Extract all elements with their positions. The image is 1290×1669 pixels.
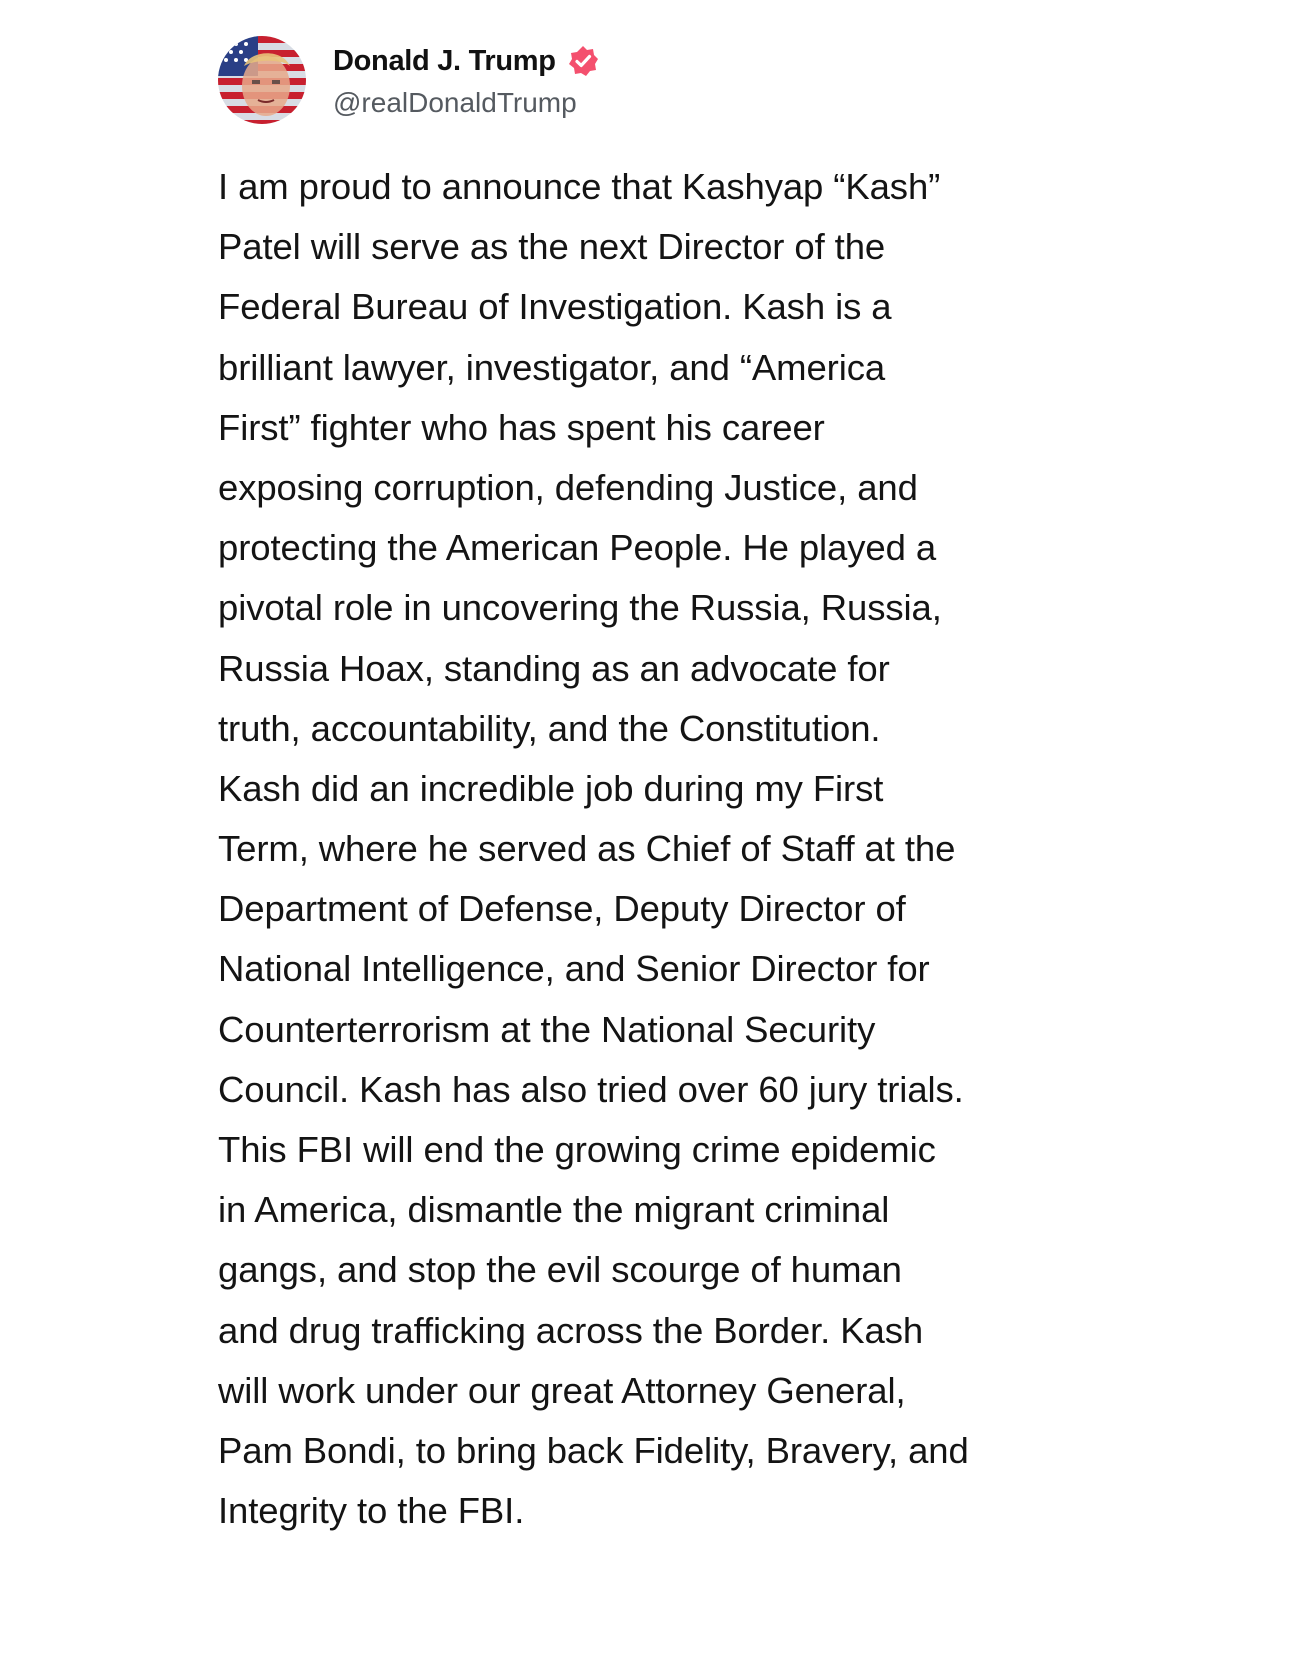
display-name-row [333, 41, 600, 81]
post-text-line: in America, dismantle the migrant criminal [218, 1189, 890, 1231]
post-text-line: Council. Kash has also tried over 60 jury trials. [218, 1068, 964, 1110]
post-text-line: This FBI will end the growing crime epidemic [218, 1129, 936, 1170]
post-body [218, 157, 1098, 1541]
post-text-line: Counterterrorism at the National Security [218, 1008, 876, 1050]
author-display-name[interactable]: Donald J. Trump [333, 44, 556, 77]
post-text-line: will work under our great Attorney General, [218, 1369, 906, 1411]
post-card [218, 36, 1098, 1541]
post-text-line: gangs, and stop the evil scourge of human [218, 1249, 902, 1291]
post-text-line: Integrity to the FBI. [218, 1490, 525, 1532]
post-header [218, 36, 1098, 124]
post-text-line: Patel will serve as the next Director of the [218, 226, 886, 268]
post-text-line: truth, accountability, and the Constitution. [218, 707, 881, 749]
post-text-line: protecting the American People. He played a [218, 527, 937, 569]
post-text-line: First” fighter who has spent his career [218, 406, 825, 448]
post-text-line: brilliant lawyer, investigator, and “America [218, 346, 886, 388]
avatar[interactable] [218, 36, 306, 124]
post-text-line: Pam Bondi, to bring back Fidelity, Bravery, and [218, 1429, 969, 1471]
post-text-line: pivotal role in uncovering the Russia, Russia, [218, 587, 942, 629]
post-text-line: and drug trafficking across the Border. Kash [218, 1309, 924, 1351]
post-text-line: exposing corruption, defending Justice, and [218, 466, 918, 508]
author-names [333, 41, 600, 119]
post-text-line: Kash did an incredible job during my First [218, 767, 884, 809]
verified-badge-icon [566, 44, 600, 78]
post-text-line: National Intelligence, and Senior Director for [218, 948, 930, 990]
post-text-line: I am proud to announce that Kashyap “Kash” [218, 166, 941, 207]
post-text-line: Russia Hoax, standing as an advocate for [218, 647, 890, 689]
avatar-flag-portrait-icon [218, 36, 306, 124]
post-text-line: Department of Defense, Deputy Director of [218, 888, 906, 930]
post-text-line: Term, where he served as Chief of Staff at the [218, 828, 956, 870]
author-handle[interactable]: @realDonaldTrump [333, 87, 577, 118]
post-text-line: Federal Bureau of Investigation. Kash is a [218, 286, 892, 328]
